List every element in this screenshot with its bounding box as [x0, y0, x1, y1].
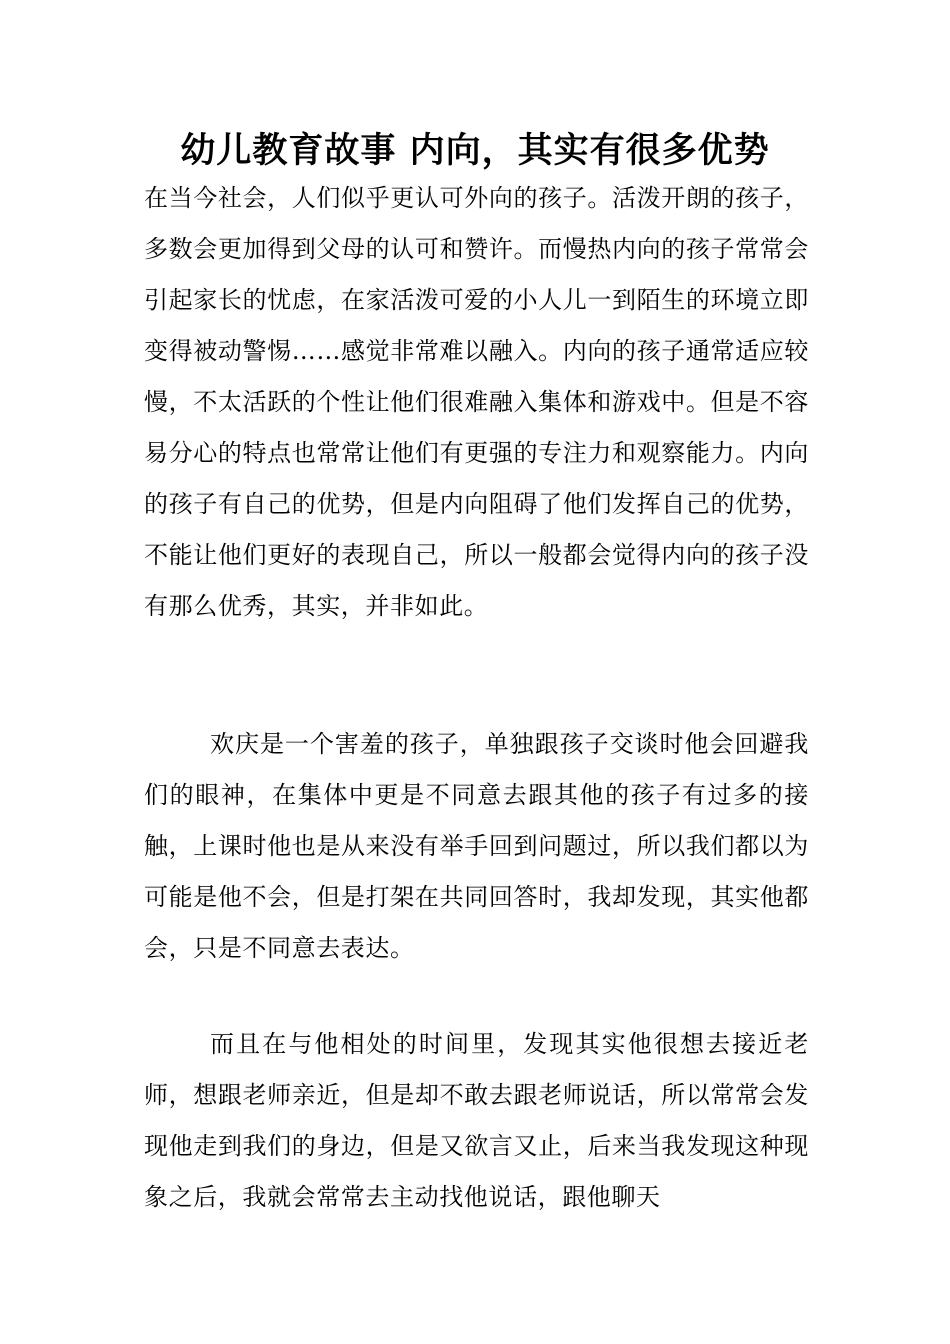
paragraph-intro: 在当今社会，人们似乎更认可外向的孩子。活泼开朗的孩子，多数会更加得到父母的认可和赞许。而慢热内向的孩子常常会引起家长的忧虑，在家活泼可爱的小人儿一到陌生的环境立即变得被动警惕……感觉非常难以融入。内向的孩子通常适应较慢，不太活跃的个性让他们很难融入集体和游戏中。但是不容易分心的特点也常常让他们有更强的专注力和观察能力。内向的孩子有自己的优势，但是内向阻碍了他们发挥自己的优势，不能让他们更好的表现自己，所以一般都会觉得内向的孩子没有那么优秀，其实，并非如此。 — [144, 184, 809, 620]
paragraph-teacher: 而且在与他相处的时间里，发现其实他很想去接近老师，想跟老师亲近，但是却不敢去跟老师说话，所以常常会发现他走到我们的身边，但是又欲言又止，后来当我发现这种现象之后，我就会常常去主动找他说话，跟他聊天 — [144, 1030, 809, 1211]
paragraph-huanqing: 欢庆是一个害羞的孩子，单独跟孩子交谈时他会回避我们的眼神，在集体中更是不同意去跟其他的孩子有过多的接触，上课时他也是从来没有举手回到问题过，所以我们都以为可能是他不会，但是打架在共同回答时，我却发现，其实他都会，只是不同意去表达。 — [144, 730, 809, 962]
document-title: 幼儿教育故事 内向，其实有很多优势 — [180, 131, 770, 171]
